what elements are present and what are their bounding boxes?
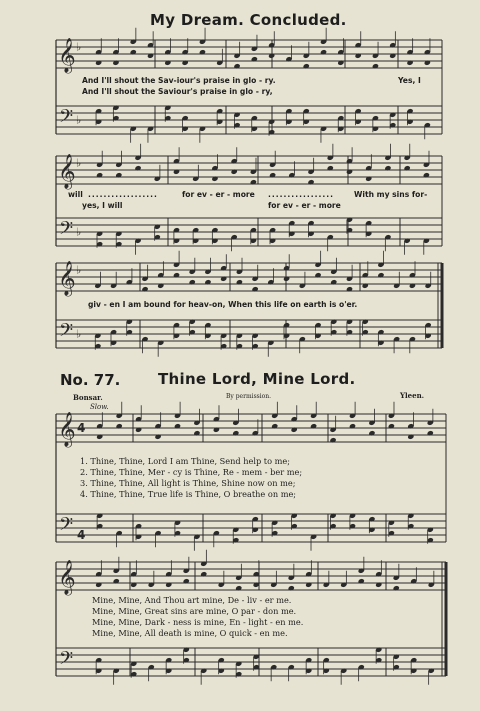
lyric-line: yes, I will [82,201,123,210]
tempo-marking: Slow. [90,403,109,411]
lyric-line: will [68,190,83,199]
flat-sign-icon: ♭ [76,225,82,239]
clef-icon: 𝄢 [59,218,74,244]
clef-icon: 𝄞 [58,38,76,74]
lyric-line: Yes, I [398,76,421,85]
verse-line: 3. Thine, Thine, All light is Thine, Shine now on me; [80,478,296,488]
composer: Yleen. [400,391,425,400]
clef-icon: 𝄞 [58,560,76,596]
time-signature: 4 [77,421,86,435]
verse-line: 1. Thine, Thine, Lord I am Thine, Send help to me; [80,456,290,466]
flat-sign-icon: ♭ [76,113,82,127]
lyric-dots: .................. [88,190,158,199]
hymn-number: No. 77. [60,371,121,389]
verse-line: Mine, Mine, Dark - ness is mine, En - light - en me. [92,617,304,627]
lyric-line: And I'll shout the Saviour's praise in glo - ry, [82,87,273,96]
lyric-dots: ................. [268,190,335,199]
clef-icon: 𝄢 [59,648,74,674]
page-title: My Dream. Concluded. [150,11,347,29]
hymn-title: Thine Lord, Mine Lord. [158,370,356,388]
clef-icon: 𝄢 [59,106,74,132]
clef-icon: 𝄞 [58,412,76,448]
verse-line: Mine, Mine, Great sins are mine, O par - don me. [92,606,297,616]
flat-sign-icon: ♭ [76,156,82,170]
author: Bonsar. [73,393,103,402]
lyric-line: for ev - er - more [182,190,255,199]
lyric-line: And I'll shout the Sav-iour's praise in glo - ry. [82,76,276,85]
time-signature: 4 [77,528,86,542]
clef-icon: 𝄢 [59,514,74,540]
clef-icon: 𝄞 [58,261,76,297]
flat-sign-icon: ♭ [76,263,82,277]
flat-sign-icon: ♭ [76,327,82,341]
verse-line: Mine, Mine, All death is mine, O quick - en me. [92,628,288,638]
lyric-line: giv - en I am bound for heav-on, When this life on earth is o'er. [88,300,358,309]
permission-note: By permission. [226,393,272,400]
verse-line: 4. Thine, Thine, True life is Thine, O breathe on me; [80,489,297,499]
flat-sign-icon: ♭ [76,40,82,54]
verse-line: Mine, Mine, And Thou art mine, De - liv - er me. [92,595,292,605]
clef-icon: 𝄢 [59,320,74,346]
verse-line: 2. Thine, Thine, Mer - cy is Thine, Re - mem - ber me; [80,467,303,477]
clef-icon: 𝄞 [58,154,76,190]
lyric-line: With my sins for- [354,190,428,199]
lyric-line: for ev - er - more [268,201,341,210]
